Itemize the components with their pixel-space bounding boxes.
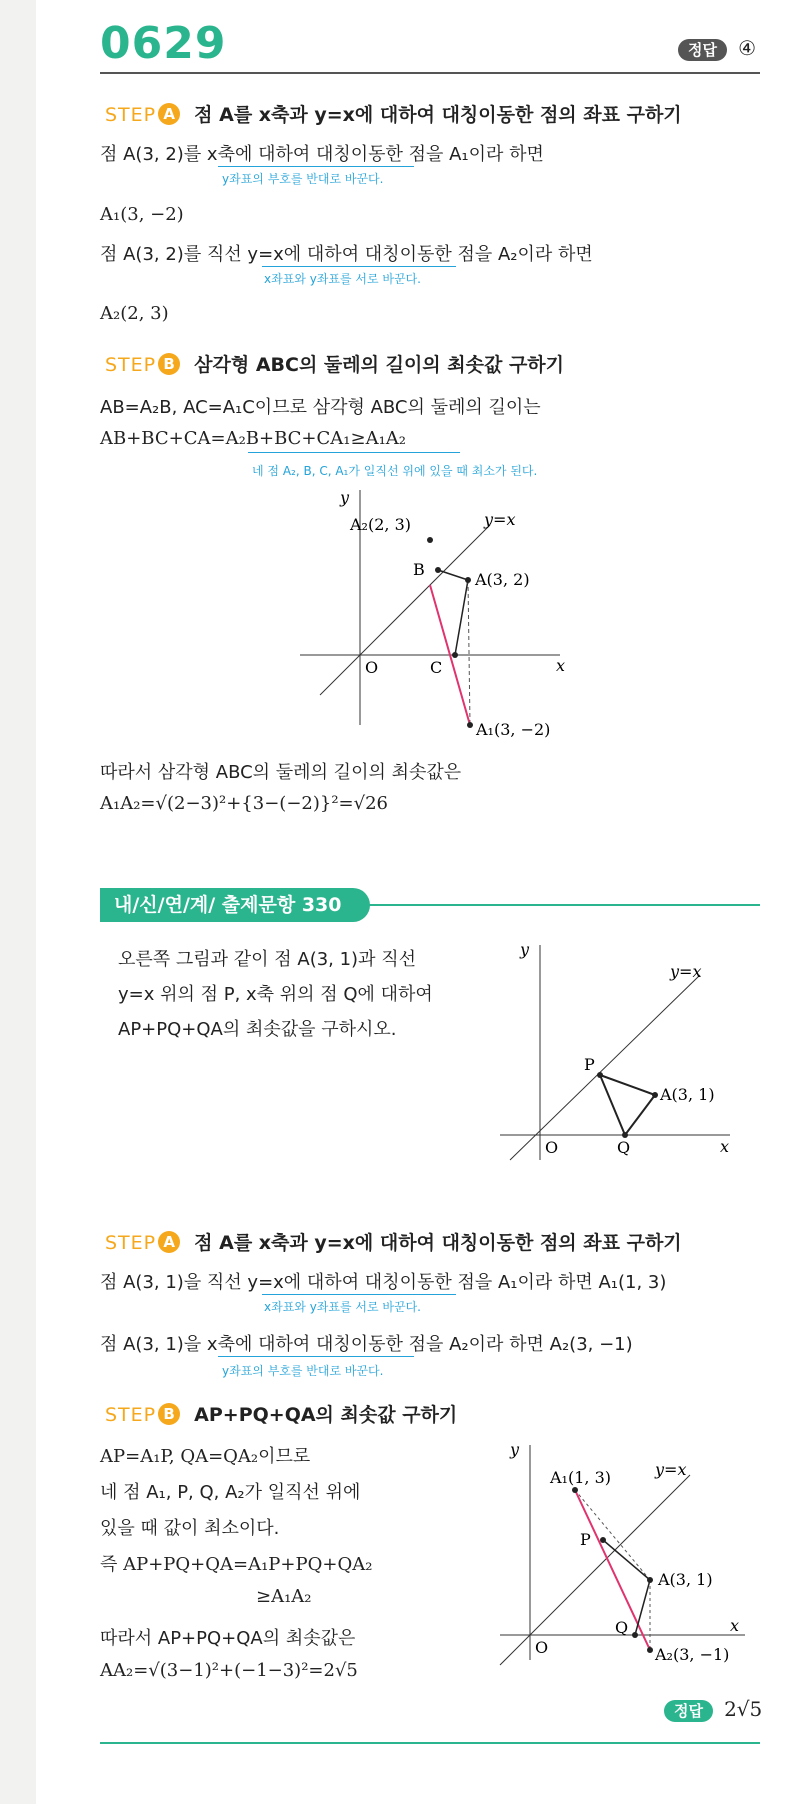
axis-label-x: x xyxy=(730,1616,740,1635)
solution-line: 점 A(3, 1)을 x축에 대하여 대칭이동한 점을 A₂이라 하면 A₂(3, −1) xyxy=(100,1334,633,1355)
point-a2-dot xyxy=(427,537,433,543)
point-q-dot xyxy=(632,1632,638,1638)
point-a-dot xyxy=(465,577,471,583)
final-answer-badge: 정답 xyxy=(664,1700,713,1722)
point-a2: A₂(2, 3) xyxy=(100,303,169,324)
label-a: A(3, 1) xyxy=(660,1085,715,1104)
step-letter-icon: A xyxy=(158,1231,180,1253)
segment-pq xyxy=(600,1075,625,1135)
min-value-result: AA₂=√(3−1)²+(−1−3)²=2√5 xyxy=(100,1660,358,1681)
segment-pa xyxy=(600,1075,655,1095)
note-text: y좌표의 부호를 반대로 바꾼다. xyxy=(222,172,384,186)
box-header: 내/신/연/계/ 출제문항 330 xyxy=(100,888,370,922)
label-c: C xyxy=(430,658,443,677)
point-b-dot xyxy=(435,567,441,573)
step-a-heading xyxy=(105,100,682,127)
perimeter-inequality: AB+BC+CA=A₂B+BC+CA₁≥A₁A₂ xyxy=(100,428,407,449)
step-b-heading xyxy=(105,1400,457,1427)
segment-pa xyxy=(603,1540,650,1580)
step-label: STEP xyxy=(105,104,157,126)
line-y-eq-x xyxy=(320,525,490,695)
segment-ac xyxy=(455,580,468,655)
step-title: 점 A를 x축과 y=x에 대하여 대칭이동한 점의 좌표 구하기 xyxy=(194,104,682,126)
label-q: Q xyxy=(617,1138,631,1157)
note-underline xyxy=(248,452,460,453)
solution-line: AP=A₁P, QA=QA₂이므로 xyxy=(100,1446,311,1467)
label-a2: A₂(3, −1) xyxy=(655,1645,730,1664)
note-underline xyxy=(218,1356,414,1357)
solution-line: 따라서 AP+PQ+QA의 최솟값은 xyxy=(100,1628,356,1649)
header-rule xyxy=(100,72,760,74)
segment-ba xyxy=(438,570,468,580)
axis-label-y: y xyxy=(510,1440,520,1459)
graph-question xyxy=(490,935,740,1165)
line-label: y=x xyxy=(484,510,516,529)
step-letter-icon: A xyxy=(158,103,180,125)
solution-line: 점 A(3, 2)를 직선 y=x에 대하여 대칭이동한 점을 A₂이라 하면 xyxy=(100,244,593,265)
step-a-heading xyxy=(105,1228,682,1255)
origin-label: O xyxy=(535,1638,549,1657)
line-label: y=x xyxy=(670,962,702,981)
problem-number: 0629 xyxy=(100,18,227,69)
min-perimeter-result: A₁A₂=√(2−3)²+{3−(−2)}²=√26 xyxy=(100,793,388,814)
point-a1-dot xyxy=(572,1487,578,1493)
label-b: B xyxy=(413,560,425,579)
graph-triangle-abc xyxy=(290,485,610,745)
solution-line: 네 점 A₁, P, Q, A₂가 일직선 위에 xyxy=(100,1482,361,1503)
solution-line: 점 A(3, 2)를 x축에 대하여 대칭이동한 점을 A₁이라 하면 xyxy=(100,144,544,165)
final-answer-tag xyxy=(664,1697,762,1721)
label-a: A(3, 1) xyxy=(658,1570,713,1589)
question-line: 오른쪽 그림과 같이 점 A(3, 1)과 직선 xyxy=(118,949,416,970)
answer-tag xyxy=(678,36,756,60)
footer-rule xyxy=(100,1742,760,1744)
step-title: 점 A를 x축과 y=x에 대하여 대칭이동한 점의 좌표 구하기 xyxy=(194,1232,682,1254)
label-a1: A₁(3, −2) xyxy=(476,720,551,739)
point-a2-dot xyxy=(647,1647,653,1653)
axis-label-x: x xyxy=(556,656,566,675)
segment-a-a1 xyxy=(468,580,470,725)
note-underline xyxy=(262,1294,456,1295)
note-text: y좌표의 부호를 반대로 바꾼다. xyxy=(222,1364,384,1378)
answer-badge: 정답 xyxy=(678,39,727,61)
solution-line: ≥A₁A₂ xyxy=(256,1586,312,1607)
label-a2: A₂(2, 3) xyxy=(350,515,411,534)
solution-line: 따라서 삼각형 ABC의 둘레의 길이의 최솟값은 xyxy=(100,762,462,783)
segment-qa xyxy=(635,1580,650,1635)
axis-label-y: y xyxy=(520,940,530,959)
note-text: x좌표와 y좌표를 서로 바꾼다. xyxy=(264,1300,421,1314)
step-label: STEP xyxy=(105,1232,157,1254)
line-y-eq-x xyxy=(510,975,700,1160)
point-a1: A₁(3, −2) xyxy=(100,204,184,225)
final-answer-value: 2√5 xyxy=(724,1697,763,1721)
note-underline xyxy=(218,166,414,167)
answer-value: ④ xyxy=(738,36,757,60)
label-p: P xyxy=(584,1055,595,1074)
line-label: y=x xyxy=(655,1460,687,1479)
note-text: x좌표와 y좌표를 서로 바꾼다. xyxy=(264,272,421,286)
question-line: y=x 위의 점 P, x축 위의 점 Q에 대하여 xyxy=(118,984,433,1005)
origin-label: O xyxy=(545,1138,559,1157)
label-p: P xyxy=(580,1530,591,1549)
note-underline xyxy=(262,266,456,267)
point-p-dot xyxy=(600,1537,606,1543)
box-header-rule xyxy=(356,904,760,906)
step-letter-icon: B xyxy=(158,353,180,375)
solution-line: 있을 때 값이 최소이다. xyxy=(100,1518,280,1539)
point-a-dot xyxy=(647,1577,653,1583)
note-text: 네 점 A₂, B, C, A₁가 일직선 위에 있을 때 최소가 된다. xyxy=(252,464,538,478)
point-a1-dot xyxy=(467,722,473,728)
solution-line: 즉 AP+PQ+QA=A₁P+PQ+QA₂ xyxy=(100,1554,373,1575)
solution-line: AB=A₂B, AC=A₁C이므로 삼각형 ABC의 둘레의 길이는 xyxy=(100,397,541,418)
step-label: STEP xyxy=(105,1404,157,1426)
origin-label: O xyxy=(365,658,379,677)
axis-label-y: y xyxy=(340,488,350,507)
point-c-dot xyxy=(452,652,458,658)
point-p-dot xyxy=(597,1072,603,1078)
segment-qa xyxy=(625,1095,655,1135)
question-line: AP+PQ+QA의 최솟값을 구하시오. xyxy=(118,1019,397,1040)
step-b-heading xyxy=(105,350,564,377)
page-margin-band xyxy=(0,0,36,1804)
label-q: Q xyxy=(615,1618,629,1637)
step-label: STEP xyxy=(105,354,157,376)
step-letter-icon: B xyxy=(158,1403,180,1425)
label-a: A(3, 2) xyxy=(475,570,530,589)
step-title: AP+PQ+QA의 최솟값 구하기 xyxy=(194,1404,458,1426)
graph-solution xyxy=(490,1435,760,1675)
axis-label-x: x xyxy=(720,1137,730,1156)
step-title: 삼각형 ABC의 둘레의 길이의 최솟값 구하기 xyxy=(194,354,565,376)
label-a1: A₁(1, 3) xyxy=(550,1468,611,1487)
point-a-dot xyxy=(652,1092,658,1098)
solution-line: 점 A(3, 1)을 직선 y=x에 대하여 대칭이동한 점을 A₁이라 하면 A₁(1, 3) xyxy=(100,1272,667,1293)
